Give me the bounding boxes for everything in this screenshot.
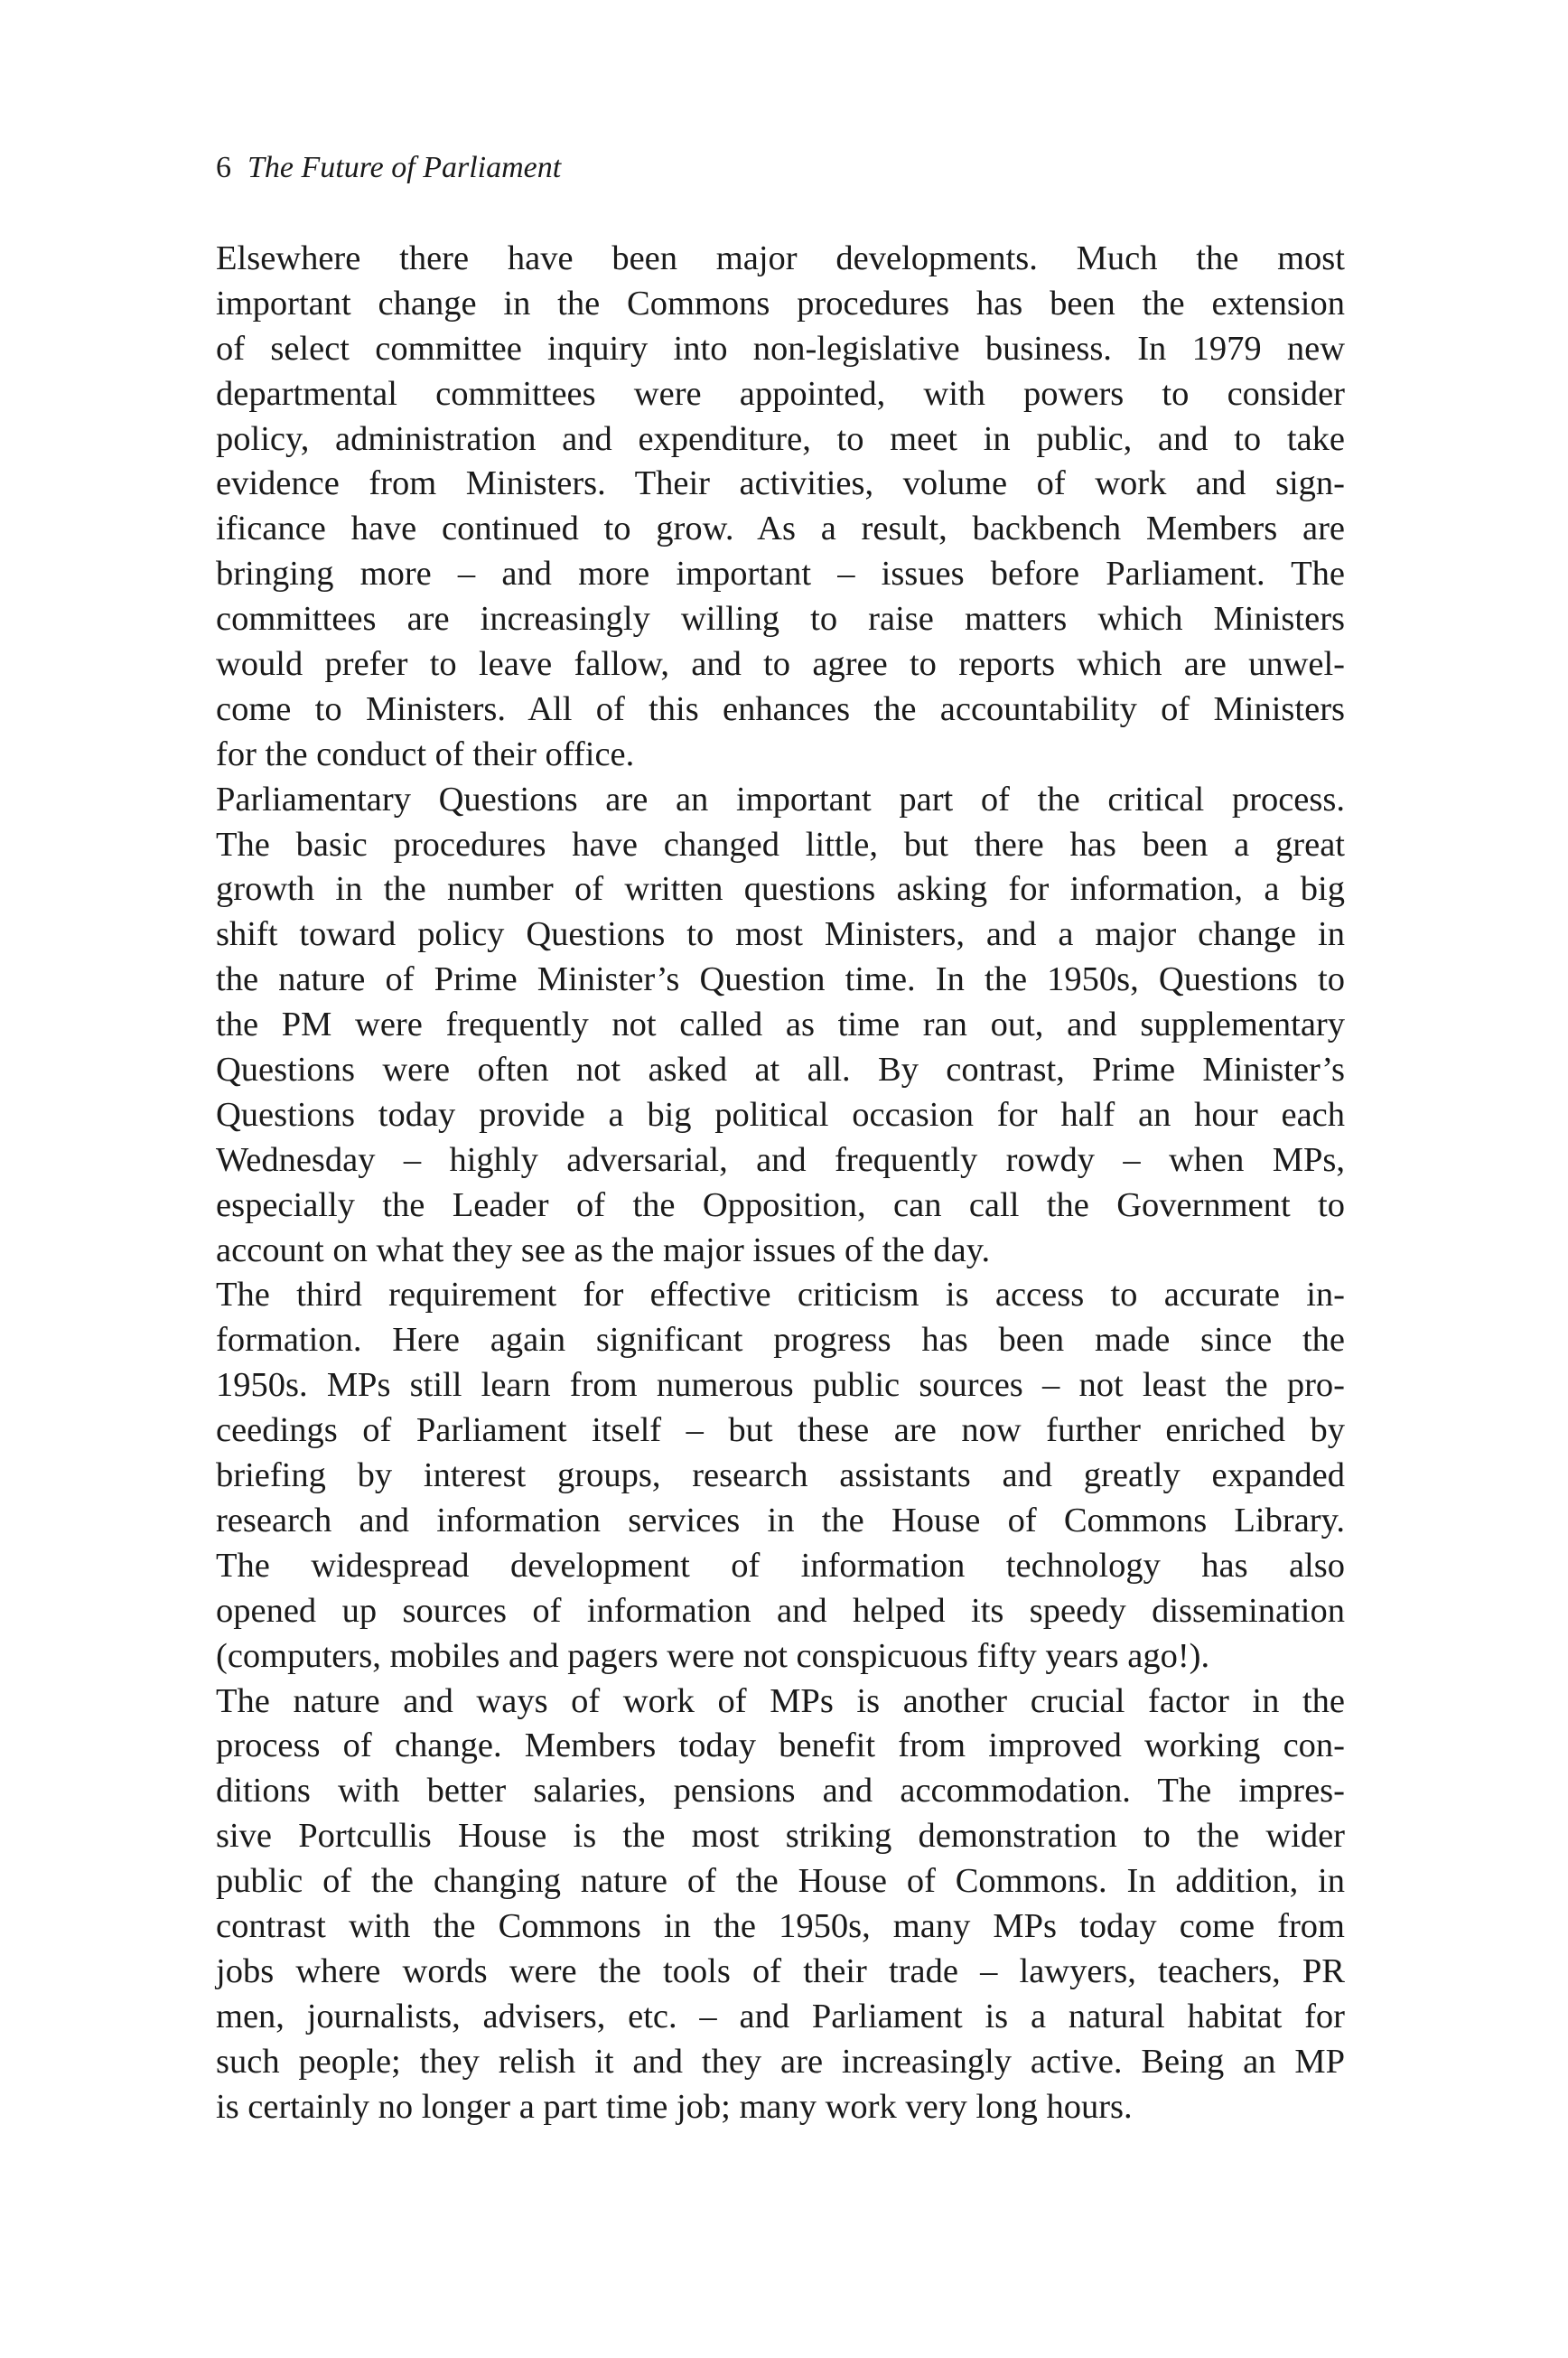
- text-line: policy, administration and expenditure, to meet in public, and to take: [216, 419, 1345, 458]
- text-line: account on what they see as the major issues of the day.: [216, 1230, 991, 1269]
- text-line: opened up sources of information and helped its speedy dissemination: [216, 1591, 1345, 1630]
- text-line: the PM were frequently not called as time ran out, and supplementary: [216, 1006, 1345, 1044]
- text-line: process of change. Members today benefit from improved working con-: [216, 1726, 1345, 1765]
- text-line: men, journalists, advisers, etc. – and Parliament is a natural habitat for: [216, 1997, 1345, 2035]
- text-line: The nature and ways of work of MPs is another crucial factor in the: [216, 1681, 1345, 1720]
- text-line: Questions were often not asked at all. By contrast, Prime Minister’s: [216, 1051, 1345, 1090]
- text-line: briefing by interest groups, research assistants and greatly expanded: [216, 1456, 1345, 1495]
- page-number: 6: [216, 151, 231, 184]
- text-line: (computers, mobiles and pagers were not conspicuous fifty years ago!).: [216, 1636, 1210, 1675]
- text-line: Questions today provide a big political occasion for half an hour each: [216, 1095, 1345, 1134]
- text-line: of select committee inquiry into non-legislative business. In 1979 new: [216, 329, 1345, 368]
- body-text: [216, 237, 1345, 2129]
- text-line: public of the changing nature of the House of Commons. In addition, in: [216, 1862, 1345, 1901]
- text-line: especially the Leader of the Opposition, can call the Government to: [216, 1185, 1345, 1224]
- running-head-title: The Future of Parliament: [247, 151, 562, 184]
- text-line: Parliamentary Questions are an important part of the critical process.: [216, 780, 1345, 819]
- text-line: growth in the number of written questions asking for information, a big: [216, 870, 1345, 909]
- text-line: bringing more – and more important – issues before Parliament. The: [216, 555, 1345, 594]
- text-line: Wednesday – highly adversarial, and frequently rowdy – when MPs,: [216, 1140, 1345, 1179]
- text-line: contrast with the Commons in the 1950s, many MPs today come from: [216, 1906, 1345, 1945]
- text-line: would prefer to leave fallow, and to agree to reports which are unwel-: [216, 645, 1345, 684]
- text-line: the nature of Prime Minister’s Question time. In the 1950s, Questions to: [216, 960, 1345, 999]
- text-line: formation. Here again significant progress has been made since the: [216, 1321, 1345, 1360]
- text-line: ditions with better salaries, pensions and accommodation. The impres-: [216, 1772, 1345, 1811]
- text-line: ificance have continued to grow. As a result, backbench Members are: [216, 510, 1345, 548]
- text-line: for the conduct of their office.: [216, 735, 635, 773]
- text-line: ceedings of Parliament itself – but these are now further enriched by: [216, 1411, 1345, 1450]
- text-line: sive Portcullis House is the most striking demonstration to the wider: [216, 1817, 1345, 1856]
- text-line: jobs where words were the tools of their trade – lawyers, teachers, PR: [216, 1951, 1345, 1990]
- text-line: Elsewhere there have been major developments. Much the most: [216, 239, 1345, 277]
- text-line: such people; they relish it and they are increasingly active. Being an MP: [216, 2042, 1345, 2081]
- paragraph: [216, 1680, 1345, 2130]
- text-line: research and information services in the House of Commons Library.: [216, 1501, 1345, 1539]
- paragraph: [216, 237, 1345, 778]
- text-line: The basic procedures have changed little, but there has been a great: [216, 825, 1345, 864]
- text-line: important change in the Commons procedures has been the extension: [216, 284, 1345, 323]
- paragraph: [216, 1273, 1345, 1679]
- text-line: departmental committees were appointed, with powers to consider: [216, 374, 1345, 413]
- text-line: 1950s. MPs still learn from numerous public sources – not least the pro-: [216, 1366, 1345, 1405]
- text-line: shift toward policy Questions to most Ministers, and a major change in: [216, 915, 1345, 954]
- running-head: [216, 150, 561, 186]
- text-line: The third requirement for effective criticism is access to accurate in-: [216, 1276, 1345, 1315]
- text-line: come to Ministers. All of this enhances the accountability of Ministers: [216, 689, 1345, 728]
- paragraph: [216, 778, 1345, 1274]
- text-line: is certainly no longer a part time job; many work very long hours.: [216, 2087, 1133, 2126]
- text-line: evidence from Ministers. Their activities, volume of work and sign-: [216, 464, 1345, 503]
- text-line: The widespread development of information technology has also: [216, 1546, 1345, 1585]
- text-line: committees are increasingly willing to raise matters which Ministers: [216, 600, 1345, 639]
